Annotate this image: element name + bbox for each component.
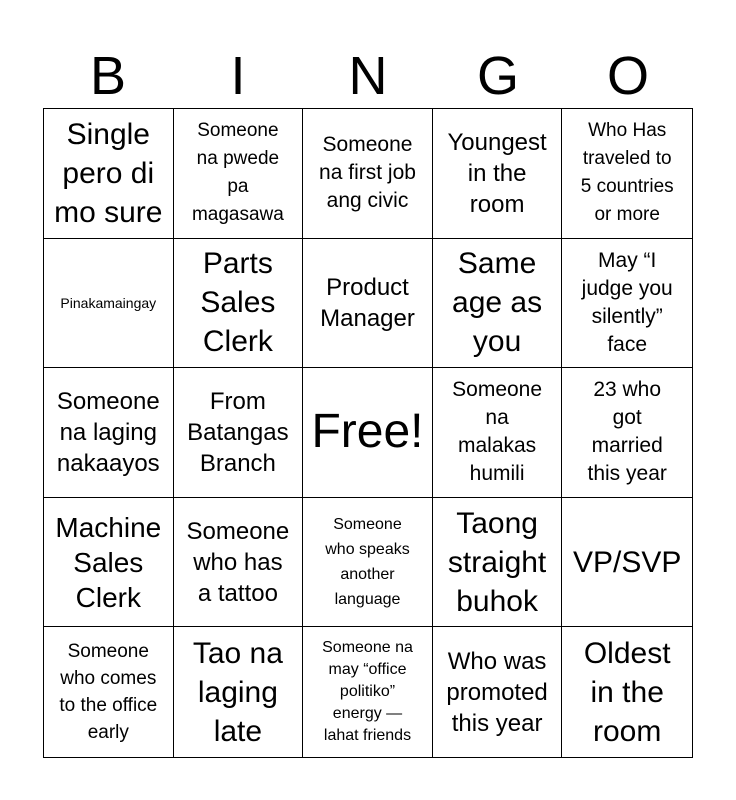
bingo-cell-text: Same age as you (452, 247, 543, 359)
bingo-cell[interactable] (44, 109, 174, 239)
bingo-cell-text: VP/SVP (573, 545, 682, 579)
bingo-cell[interactable] (174, 368, 304, 498)
header-letter-g: G (476, 46, 519, 106)
bingo-cell[interactable] (44, 239, 174, 369)
bingo-cell[interactable] (562, 627, 692, 757)
bingo-cell-text: Tao na laging late (192, 636, 283, 748)
bingo-cell[interactable] (562, 109, 692, 239)
bingo-cell-text: Product Manager (320, 273, 415, 332)
bingo-cell-text: Someone na malakas humili (452, 378, 543, 486)
bingo-cell-text: Pinakamaingay (60, 294, 157, 311)
bingo-cell-free[interactable] (303, 368, 433, 498)
bingo-cell[interactable] (562, 239, 692, 369)
bingo-cell-text: From Batangas Branch (187, 387, 289, 477)
bingo-cell-text: Oldest in the room (583, 636, 671, 748)
bingo-cell[interactable] (303, 498, 433, 628)
bingo-cell[interactable] (174, 109, 304, 239)
bingo-cell-text: Machine Sales Clerk (55, 511, 162, 613)
bingo-cell[interactable] (303, 109, 433, 239)
bingo-cell[interactable] (433, 239, 563, 369)
header-letter-i: I (230, 46, 246, 106)
bingo-cell-text: Someone na may “office politiko” energy — lahat friends (322, 639, 413, 745)
bingo-cell[interactable] (44, 368, 174, 498)
bingo-cell[interactable] (433, 109, 563, 239)
bingo-cell[interactable] (433, 627, 563, 757)
bingo-cell-text: Taong straight buhok (447, 506, 547, 618)
bingo-cell-text: Parts Sales Clerk (200, 247, 276, 359)
bingo-cell[interactable] (44, 498, 174, 628)
bingo-cell-text: Someone who speaks another language (325, 516, 410, 609)
bingo-cell[interactable] (562, 368, 692, 498)
bingo-cell[interactable] (174, 627, 304, 757)
bingo-cell[interactable] (562, 498, 692, 628)
bingo-cell-text: 23 who got married this year (587, 378, 667, 486)
bingo-cell[interactable] (433, 498, 563, 628)
bingo-cell[interactable] (44, 627, 174, 757)
bingo-card-grid (43, 108, 693, 758)
bingo-cell-text: May “I judge you silently” face (581, 248, 673, 356)
bingo-cell-text: Someone na laging nakaayos (56, 387, 160, 477)
bingo-cell-text: Who was promoted this year (446, 647, 548, 737)
bingo-cell[interactable] (303, 239, 433, 369)
bingo-cell[interactable] (174, 498, 304, 628)
bingo-header (43, 44, 693, 108)
header-letter-o: O (606, 46, 649, 106)
bingo-cell-text: Single pero di mo sure (54, 117, 163, 229)
bingo-cell-text: Someone na first job ang civic (319, 133, 416, 213)
bingo-cell-text: Someone na pwede pa magasawa (191, 120, 284, 226)
bingo-cell[interactable] (174, 239, 304, 369)
bingo-cell-text: Who Has traveled to 5 countries or more (580, 120, 674, 226)
bingo-cell[interactable] (303, 627, 433, 757)
free-space-label: Free! (311, 405, 424, 459)
header-letter-b: B (89, 46, 127, 106)
bingo-cell-text: Someone who has a tattoo (186, 517, 290, 607)
bingo-cell[interactable] (433, 368, 563, 498)
bingo-cell-text: Youngest in the room (447, 128, 547, 218)
header-letter-n: N (348, 46, 388, 106)
bingo-cell-text: Someone who comes to the office early (59, 641, 158, 744)
